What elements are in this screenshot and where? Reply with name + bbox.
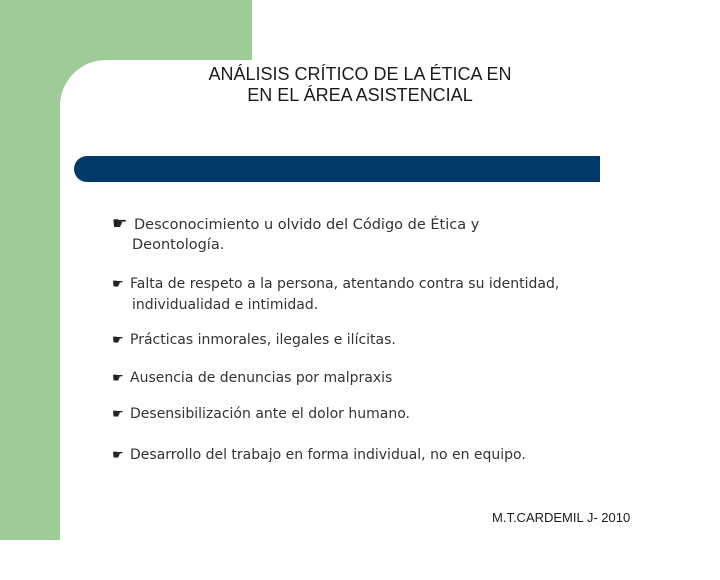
pointing-hand-icon: ☛ xyxy=(112,371,124,386)
bullet-text: Desensibilización ante el dolor humano. xyxy=(130,406,410,422)
pointing-hand-icon: ☛ xyxy=(112,333,124,348)
pointing-hand-icon: ☛ xyxy=(112,277,124,292)
bullet-text-continued: individualidad e intimidad. xyxy=(132,297,319,313)
slide-title-line-2: EN EL ÁREA ASISTENCIAL xyxy=(247,85,473,105)
bullet-text-continued: Deontología. xyxy=(132,237,225,253)
pointing-hand-icon: ☛ xyxy=(112,407,124,422)
bullet-text: Prácticas inmorales, ilegales e ilícitas. xyxy=(130,332,396,348)
title-divider-bar xyxy=(74,156,600,182)
list-item xyxy=(112,368,392,389)
list-item xyxy=(112,330,396,351)
slide-title xyxy=(150,64,570,106)
pointing-hand-icon: ☛ xyxy=(112,448,124,463)
slide-title-line-1: ANÁLISIS CRÍTICO DE LA ÉTICA EN xyxy=(208,64,512,84)
bullet-text: Ausencia de denuncias por malpraxis xyxy=(130,370,393,386)
author-footer: M.T.CARDEMIL J- 2010 xyxy=(492,510,631,525)
pointing-hand-icon: ☛ xyxy=(112,214,128,234)
content-card xyxy=(60,60,720,580)
bullet-text: Desconocimiento u olvido del Código de Ética y xyxy=(134,217,480,233)
list-item xyxy=(112,404,410,425)
bullet-text: Falta de respeto a la persona, atentando contra su identidad, xyxy=(130,276,560,292)
list-item xyxy=(112,214,479,255)
list-item xyxy=(112,445,526,466)
list-item xyxy=(112,274,559,315)
bullet-text: Desarrollo del trabajo en forma individual, no en equipo. xyxy=(130,447,526,463)
